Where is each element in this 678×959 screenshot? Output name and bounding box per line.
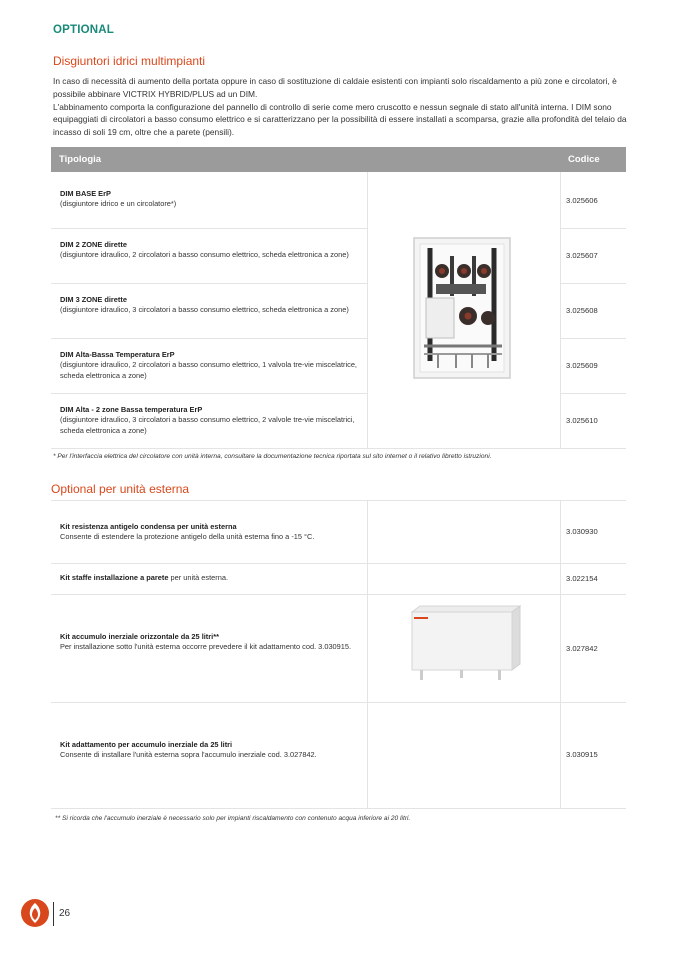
row-code: 3.025610	[566, 416, 598, 425]
heading-dim: Disgiuntori idrici multimpianti	[53, 54, 206, 68]
row-title: DIM 2 ZONE dirette	[60, 240, 127, 249]
row-desc: (disgiuntore idraulico, 3 circolatori a basso consumo elettrico, scheda elettronica a zone)	[60, 305, 349, 315]
row-title: DIM Alta - 2 zone Bassa temperatura ErP	[60, 405, 203, 414]
intro-text	[53, 75, 633, 139]
table-row	[51, 500, 626, 564]
col-tipologia: Tipologia	[59, 154, 102, 165]
row-desc: Consente di installare l'unità esterna sopra l'accumulo inerziale cod. 3.027842.	[60, 750, 317, 760]
row-code: 3.030930	[566, 527, 598, 536]
section-label: OPTIONAL	[53, 24, 115, 36]
heading-optional-external: Optional per unità esterna	[51, 482, 190, 496]
table-row	[51, 562, 626, 595]
row-desc: (disgiuntore idraulico, 2 circolatori a basso consumo elettrico, 1 valvola tre-vie miscelatrice, scheda elettronica a zone)	[60, 360, 357, 380]
intro-paragraph-1: In caso di necessità di aumento della portata oppure in caso di sostituzione di caldaie esistenti con impianti solo riscaldamento a più zone e circolatori, è possibile abbinare VICTRIX HYBRID/PLUS ad un DIM.	[53, 76, 617, 99]
dim-product-image	[412, 236, 514, 382]
row-code: 3.022154	[566, 574, 598, 583]
row-desc: (disgiuntore idraulico, 3 circolatori a basso consumo elettrico, 2 valvole tre-vie miscelatrici, scheda elettronica a zone)	[60, 415, 355, 435]
row-desc: (disgiuntore idraulico, 2 circolatori a basso consumo elettrico, scheda elettronica a zone)	[60, 250, 349, 260]
col-codice: Codice	[568, 154, 600, 165]
table-row	[51, 594, 626, 703]
table-note: * Per l'interfaccia elettrica del circolatore con unità interna, consultare la documentazione tecnica riportata sul sito internet o il relativo libretto istruzioni.	[53, 453, 492, 460]
table-note: ** Si ricorda che l'accumulo inerziale è necessario solo per impianti riscaldamento con contenuto acqua inferiore ai 20 litri.	[55, 815, 411, 822]
row-code: 3.025608	[566, 306, 598, 315]
table-row	[51, 702, 626, 809]
row-title: DIM 3 ZONE dirette	[60, 295, 127, 304]
column-divider	[560, 172, 561, 448]
row-title: Kit accumulo inerziale orizzontale da 25 litri**	[60, 632, 219, 641]
column-divider	[560, 500, 561, 808]
row-title: Kit adattamento per accumulo inerziale da 25 litri	[60, 740, 233, 749]
table-header	[51, 147, 626, 172]
row-code: 3.025607	[566, 251, 598, 260]
row-title: DIM BASE ErP	[60, 189, 111, 198]
row-title: DIM Alta-Bassa Temperatura ErP	[60, 350, 175, 359]
row-desc: Consente di estendere la protezione antigelo della unità esterna fino a -15 °C.	[60, 532, 315, 542]
row-title: Kit resistenza antigelo condensa per unità esterna	[60, 522, 237, 531]
row-code: 3.030915	[566, 750, 598, 759]
immergas-flame-logo-icon	[20, 898, 50, 928]
row-title: Kit staffe installazione a parete	[60, 573, 169, 582]
row-code: 3.027842	[566, 644, 598, 653]
page-number: 26	[59, 908, 71, 919]
storage-tank-image	[408, 604, 524, 686]
row-code: 3.025609	[566, 361, 598, 370]
column-divider	[367, 500, 368, 808]
row-desc: (disgiuntore idrico e un circolatore*)	[60, 199, 177, 209]
row-desc: per unità esterna.	[168, 573, 229, 582]
footer-divider	[53, 902, 54, 926]
row-code: 3.025606	[566, 196, 598, 205]
intro-paragraph-2: L'abbinamento comporta la configurazione del pannello di controllo di serie come mero cruscotto e nessun segnale di stato all'unità interna. I DIM sono equipaggiati di circolatori a basso consumo elettrico e si caratterizzano per la possibilità di essere installati a scomparsa, grazie alla profondità del telaio da incasso di soli 19 cm, oltre che a parete (pensili).	[53, 101, 627, 138]
row-desc: Per installazione sotto l'unità esterna occorre prevedere il kit adattamento cod. 3.030915.	[60, 642, 352, 652]
